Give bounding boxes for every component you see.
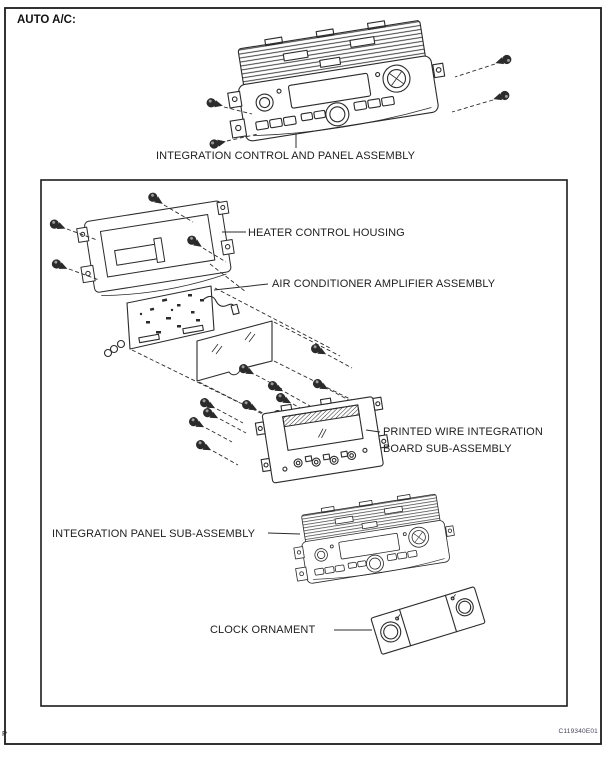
label-integration-control-and-panel-assembly: INTEGRATION CONTROL AND PANEL ASSEMBLY [156,150,416,162]
label-integration-panel-sub-assembly: INTEGRATION PANEL SUB-ASSEMBLY [52,528,256,540]
page-marker: P [2,729,8,738]
screw-icon [50,258,69,273]
printed-wire-board-drawing [253,390,391,484]
leader-line [214,284,268,290]
screw-icon [206,97,224,110]
figure-code: C119340E01 [558,728,598,735]
page-title: AUTO A/C: [17,14,76,26]
clock-ornament-drawing [371,587,485,655]
leader-line [268,533,300,534]
screw-icon [311,377,330,393]
label-line-1: PRINTED WIRE INTEGRATION [383,426,543,438]
heater-control-housing-drawing [74,199,239,302]
screw-icon [492,90,511,104]
screw-icon [309,342,328,358]
label-printed-wire-integration-board [383,424,543,458]
label-air-conditioner-amplifier-assembly: AIR CONDITIONER AMPLIFIER ASSEMBLY [272,278,496,290]
label-line-2: BOARD SUB-ASSEMBLY [383,443,512,455]
integration-panel-drawing [287,488,458,585]
screw-icon [494,54,513,68]
screw-icon [187,415,206,431]
screw-icon [240,398,259,414]
integration-control-panel-drawing [218,13,450,145]
label-heater-control-housing: HEATER CONTROL HOUSING [248,227,405,239]
screw-icon [48,218,67,233]
label-clock-ornament: CLOCK ORNAMENT [210,624,316,636]
screw-icon [146,191,165,208]
screw-icon [194,438,213,454]
